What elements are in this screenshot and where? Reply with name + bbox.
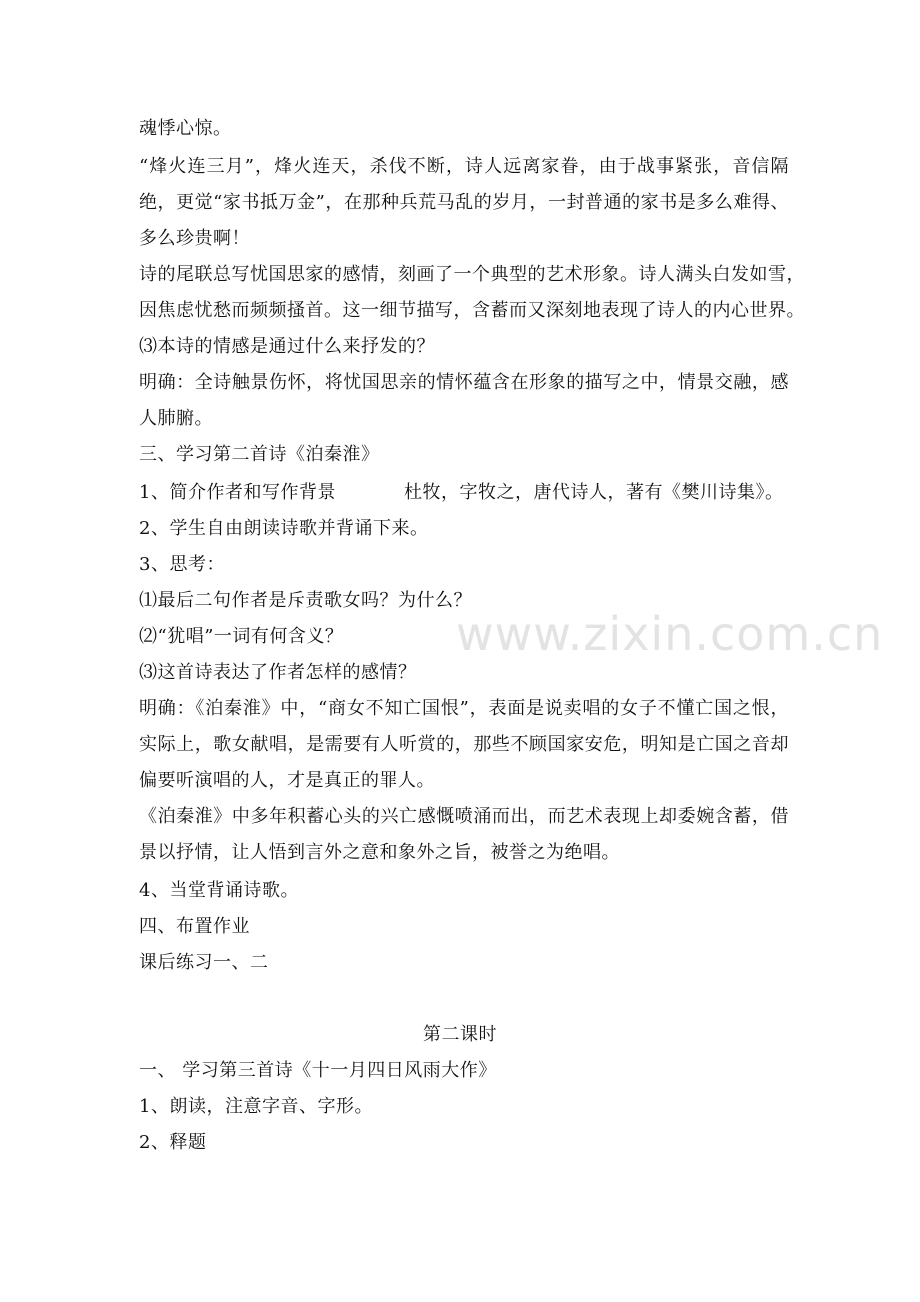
author-intro-line [139, 482, 789, 504]
question-item: ⑶这首诗表达了作者怎样的感情？ [139, 662, 417, 683]
section-heading: 三、学习第二首诗《泊秦淮》 [139, 444, 380, 465]
text-line: 1、朗读，注意字音、字形。 [139, 1096, 373, 1117]
text-line: 绝，更觉“家书抵万金”，在那种兵荒马乱的岁月，一封普通的家书是多么难得、 [139, 192, 789, 213]
watermark-text: www.zixin.com.cn [456, 607, 884, 661]
text-line: 课后练习一、二 [139, 952, 269, 973]
answer-text: 偏要听演唱的人，才是真正的罪人。 [139, 770, 435, 791]
text-line: 《泊秦淮》中多年积蓄心头的兴亡感慨喷涌而出，而艺术表现上却委婉含蓄，借 [139, 806, 789, 827]
text-line: 魂悸心惊。 [139, 118, 232, 139]
section-heading: 一、 学习第三首诗《十一月四日风雨大作》 [139, 1060, 497, 1081]
question-item: ⑵“犹唱”一词有何含义？ [139, 626, 344, 647]
text-line: “烽火连三月”，烽火连天，杀伐不断，诗人远离家眷，由于战事紧张，音信隔 [139, 156, 789, 177]
question-item: ⑶本诗的情感是通过什么来抒发的？ [139, 336, 435, 357]
text-line: 景以抒情，让人悟到言外之意和象外之旨，被誉之为绝唱。 [139, 842, 620, 863]
lesson-title: 第二课时 [423, 1024, 497, 1045]
author-intro-label: 1、简介作者和写作背景 [139, 482, 336, 503]
text-line: 2、释题 [139, 1132, 207, 1153]
answer-text: 人肺腑。 [139, 408, 213, 429]
text-line: 2、学生自由朗读诗歌并背诵下来。 [139, 518, 429, 539]
answer-text: 实际上，歌女献唱，是需要有人听赏的，那些不顾国家安危，明知是亡国之音却 [139, 734, 789, 755]
text-line: 多么珍贵啊！ [139, 228, 250, 249]
text-line: 因焦虑忧愁而频频搔首。这一细节描写，含蓄而又深刻地表现了诗人的内心世界。 [139, 300, 805, 321]
text-line: 3、思考： [139, 554, 225, 575]
text-line: 4、当堂背诵诗歌。 [139, 880, 299, 901]
answer-text: 明确：《泊秦淮》中，“商女不知亡国恨”，表面是说卖唱的女子不懂亡国之恨， [139, 698, 789, 719]
answer-text: 明确：全诗触景伤怀，将忧国思亲的情怀蕴含在形象的描写之中，情景交融，感 [139, 372, 789, 393]
question-item: ⑴最后二句作者是斥责歌女吗？为什么？ [139, 590, 472, 611]
author-intro-text: 杜牧，字牧之，唐代诗人，著有《樊川诗集》。 [403, 482, 784, 503]
text-line: 诗的尾联总写忧国思家的感情，刻画了一个典型的艺术形象。诗人满头白发如雪， [139, 264, 805, 285]
section-heading: 四、布置作业 [139, 916, 250, 937]
